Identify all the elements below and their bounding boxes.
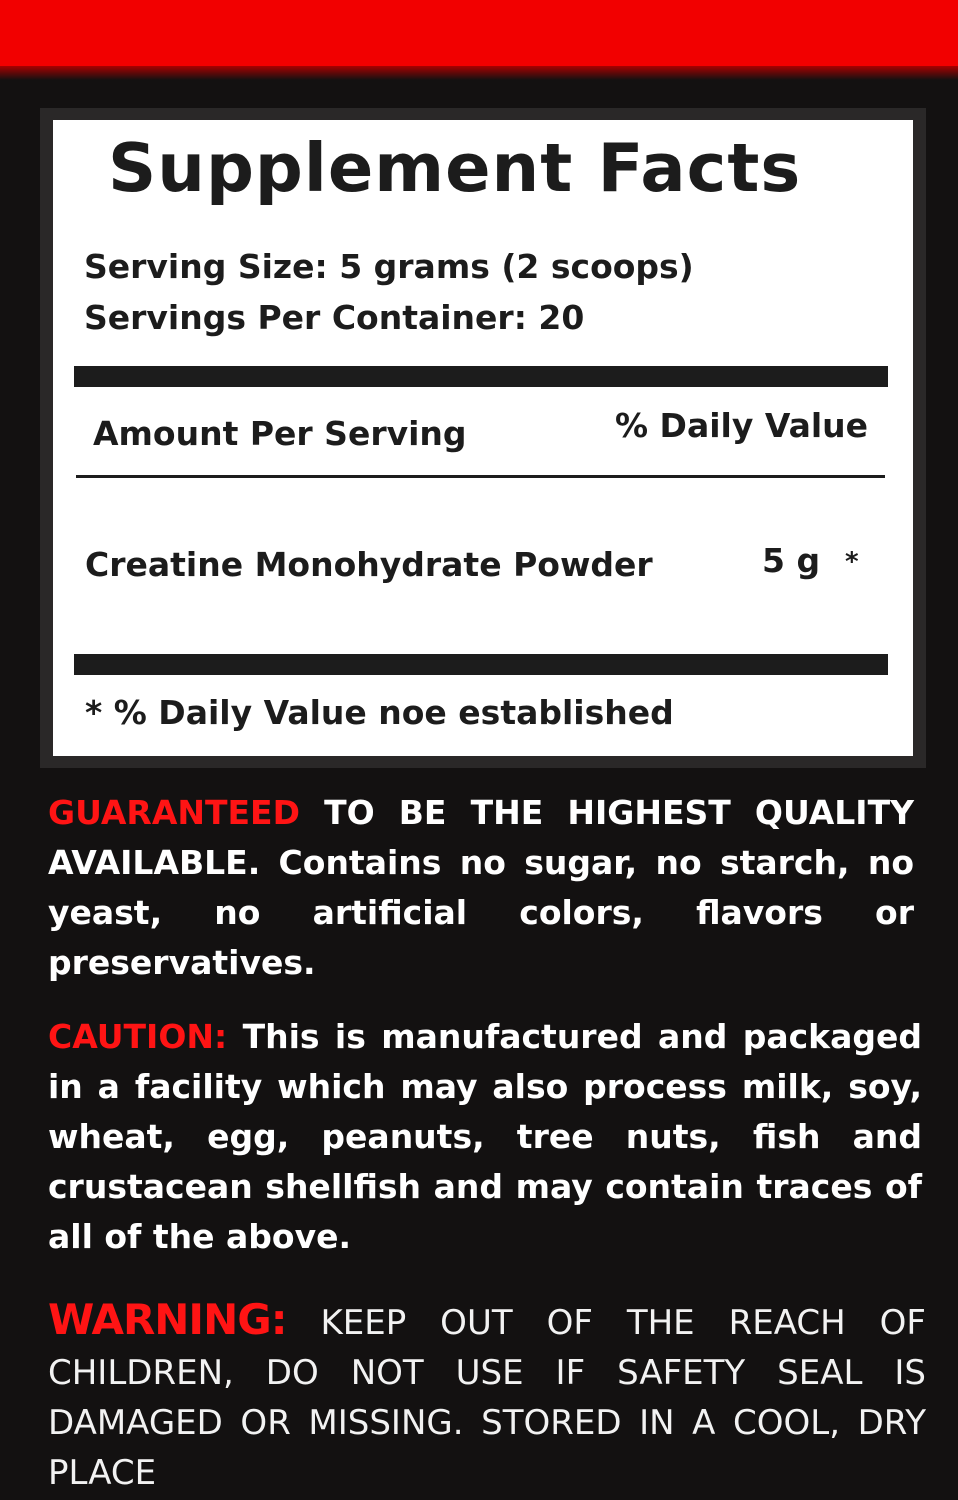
servings-per-container: Servings Per Container: 20	[84, 298, 585, 337]
caution-lead: CAUTION:	[48, 1017, 228, 1056]
thin-divider	[76, 475, 885, 478]
thick-divider-top	[74, 366, 888, 387]
guarantee-text: TO BE THE HIGHEST QUALITY AVAILABLE. Contains no sugar, no starch, no yeast, no artificial colors, flavors or preservatives.	[48, 793, 914, 982]
thick-divider-bottom	[74, 654, 888, 675]
top-red-banner	[0, 0, 958, 66]
caution-text: This is manufactured and packaged in a facility which may also process milk, soy, wheat, egg, peanuts, tree nuts, fish and crustacean shellfish and may contain traces of all of the above.	[48, 1017, 922, 1256]
caution-paragraph	[48, 1012, 922, 1262]
serving-size: Serving Size: 5 grams (2 scoops)	[84, 247, 694, 286]
facts-title: Supplement Facts	[108, 129, 802, 207]
supplement-facts-panel	[53, 120, 913, 756]
amount-per-serving-header: Amount Per Serving	[93, 414, 467, 453]
guarantee-paragraph	[48, 788, 914, 988]
ingredient-amount: 5 g	[762, 541, 821, 580]
daily-value-header: % Daily Value	[615, 406, 869, 445]
warning-text: KEEP OUT OF THE REACH OF CHILDREN, DO NOT USE IF SAFETY SEAL IS DAMAGED OR MISSING. STORED IN A COOL, DRY PLACE	[48, 1303, 926, 1493]
ingredient-name: Creatine Monohydrate Powder	[85, 545, 653, 584]
top-banner-shadow	[0, 66, 958, 80]
warning-paragraph	[48, 1295, 926, 1498]
guarantee-lead: GUARANTEED	[48, 793, 300, 832]
warning-lead: WARNING:	[48, 1295, 287, 1344]
ingredient-daily-value: *	[845, 547, 859, 577]
daily-value-footnote: * % Daily Value noe established	[85, 693, 674, 732]
